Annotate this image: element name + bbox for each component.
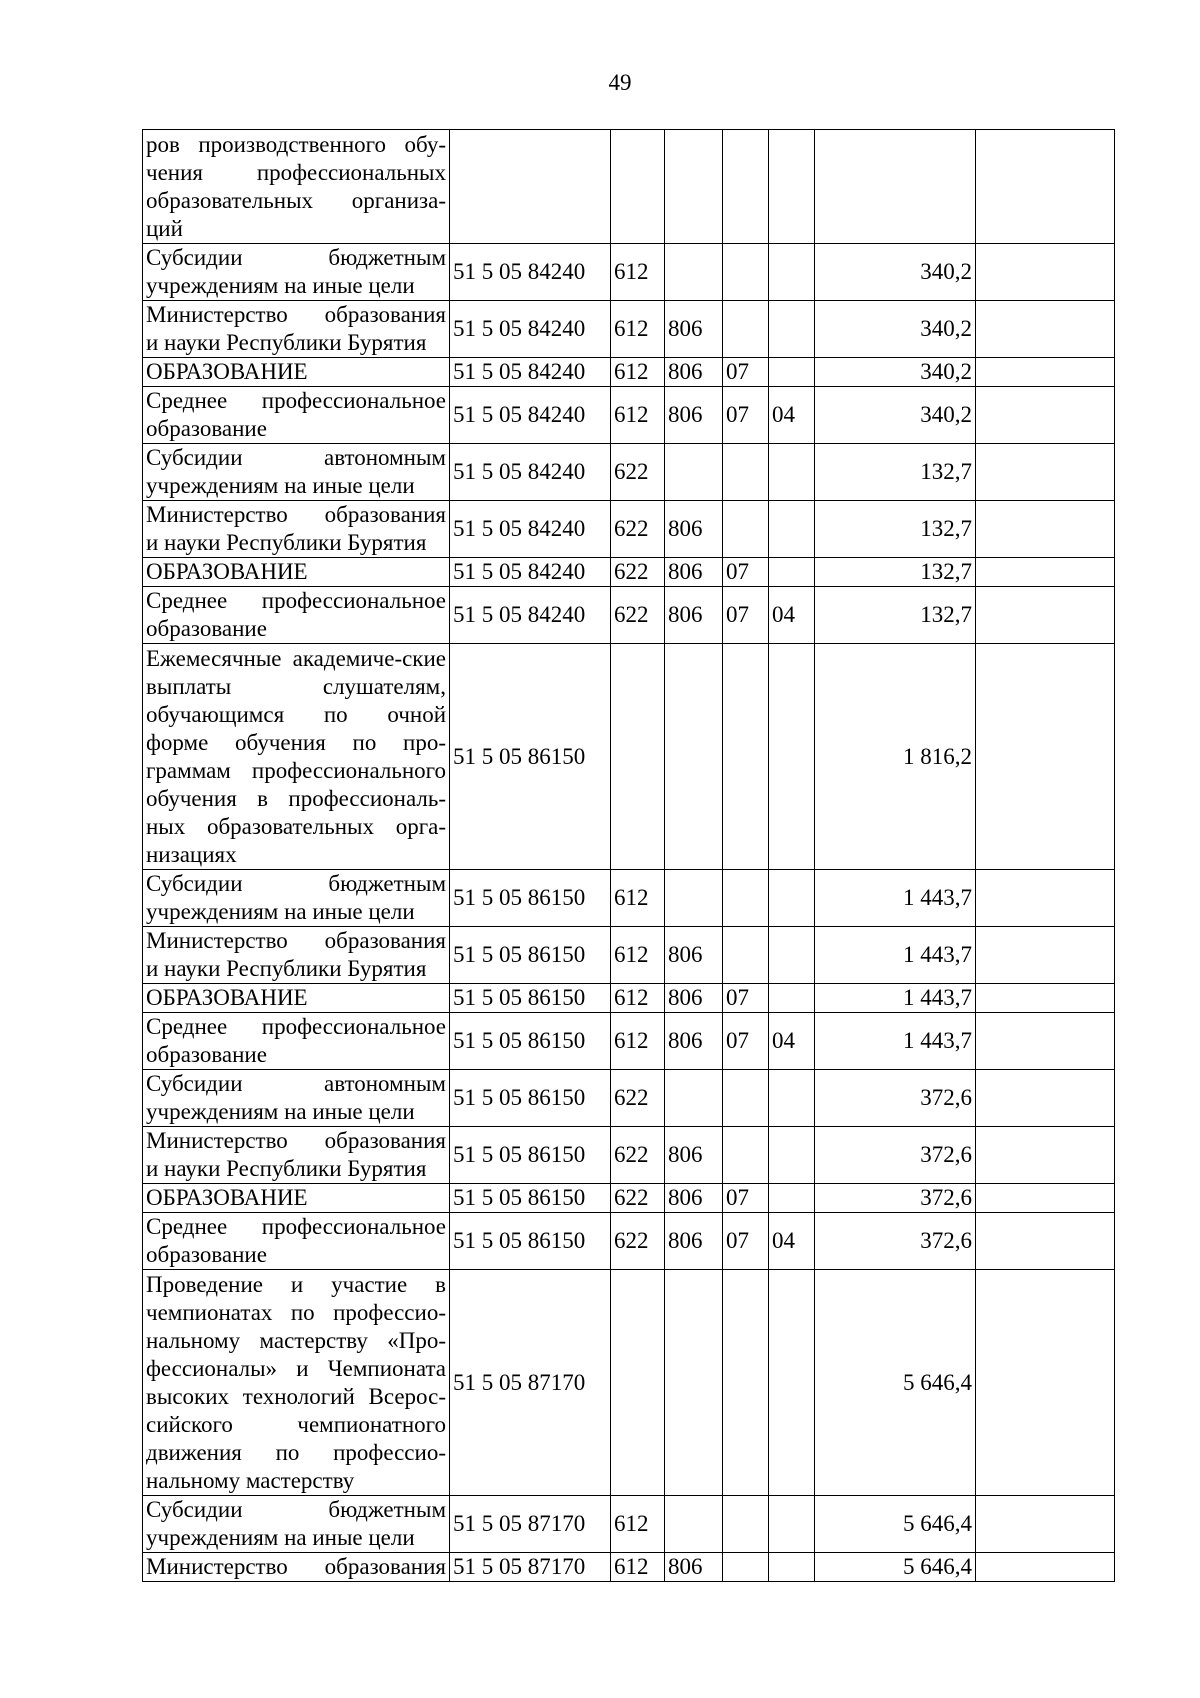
table-row <box>143 301 1115 358</box>
description-text: Министерство образования <box>146 502 446 527</box>
target-article-code: 51 5 05 86150 <box>450 1127 611 1184</box>
empty-cell <box>976 870 1115 927</box>
target-article-code: 51 5 05 84240 <box>450 244 611 301</box>
empty-cell <box>976 1013 1115 1070</box>
subsection-code <box>769 301 815 358</box>
expense-type: 622 <box>611 587 665 644</box>
empty-cell <box>976 244 1115 301</box>
target-article-code: 51 5 05 84240 <box>450 501 611 558</box>
row-description <box>143 587 450 644</box>
subsection-code <box>769 644 815 870</box>
table-row <box>143 1553 1115 1582</box>
empty-cell <box>976 927 1115 984</box>
description-text: Среднее профессиональное <box>146 388 446 413</box>
subsection-code <box>769 130 815 244</box>
empty-cell <box>976 358 1115 387</box>
row-description <box>143 1553 450 1582</box>
amount: 340,2 <box>815 301 976 358</box>
empty-cell <box>976 1070 1115 1127</box>
row-description <box>143 501 450 558</box>
expense-type: 622 <box>611 501 665 558</box>
table-row <box>143 244 1115 301</box>
section-code <box>723 927 769 984</box>
subsection-code <box>769 1496 815 1553</box>
ministry-code: 806 <box>665 927 723 984</box>
expense-type: 612 <box>611 301 665 358</box>
subsection-code <box>769 927 815 984</box>
subsection-code: 04 <box>769 1213 815 1270</box>
target-article-code: 51 5 05 86150 <box>450 644 611 870</box>
ministry-code <box>665 130 723 244</box>
empty-cell <box>976 1127 1115 1184</box>
target-article-code: 51 5 05 87170 <box>450 1553 611 1582</box>
description-text: Министерство образования <box>146 928 446 953</box>
section-code: 07 <box>723 387 769 444</box>
target-article-code: 51 5 05 86150 <box>450 1213 611 1270</box>
row-description <box>143 644 450 870</box>
amount: 132,7 <box>815 501 976 558</box>
description-text: Субсидии бюджетным <box>146 245 446 270</box>
description-last-line: низациях <box>146 841 237 867</box>
amount: 5 646,4 <box>815 1553 976 1582</box>
table-row <box>143 558 1115 587</box>
section-code <box>723 1070 769 1127</box>
target-article-code: 51 5 05 84240 <box>450 387 611 444</box>
table-row <box>143 130 1115 244</box>
empty-cell <box>976 387 1115 444</box>
expense-type: 622 <box>611 444 665 501</box>
empty-cell <box>976 644 1115 870</box>
empty-cell <box>976 1553 1115 1582</box>
table-row <box>143 444 1115 501</box>
ministry-code <box>665 644 723 870</box>
amount <box>815 130 976 244</box>
amount: 132,7 <box>815 558 976 587</box>
empty-cell <box>976 301 1115 358</box>
section-code: 07 <box>723 1013 769 1070</box>
ministry-code: 806 <box>665 558 723 587</box>
expense-type: 612 <box>611 1013 665 1070</box>
table-row <box>143 1270 1115 1496</box>
target-article-code: 51 5 05 84240 <box>450 301 611 358</box>
expense-type: 622 <box>611 1184 665 1213</box>
description-last-line: и науки Республики Бурятия <box>146 1156 427 1181</box>
description-text: Субсидии автономным <box>146 1071 446 1096</box>
table-row <box>143 870 1115 927</box>
row-description <box>143 387 450 444</box>
amount: 340,2 <box>815 244 976 301</box>
amount: 372,6 <box>815 1184 976 1213</box>
ministry-code: 806 <box>665 1127 723 1184</box>
description-text: ров производственного обу-чения профессиональных образовательных организа- <box>146 131 446 213</box>
description-text: Субсидии бюджетным <box>146 871 446 896</box>
target-article-code: 51 5 05 86150 <box>450 984 611 1013</box>
description-last-line: учреждениям на иные цели <box>146 273 415 298</box>
section-code: 07 <box>723 358 769 387</box>
ministry-code: 806 <box>665 1184 723 1213</box>
expense-type: 612 <box>611 927 665 984</box>
target-article-code: 51 5 05 87170 <box>450 1496 611 1553</box>
section-code <box>723 301 769 358</box>
subsection-code <box>769 558 815 587</box>
row-description <box>143 1496 450 1553</box>
table-row <box>143 1127 1115 1184</box>
amount: 132,7 <box>815 587 976 644</box>
row-description <box>143 1013 450 1070</box>
amount: 340,2 <box>815 358 976 387</box>
row-description <box>143 1070 450 1127</box>
empty-cell <box>976 587 1115 644</box>
amount: 132,7 <box>815 444 976 501</box>
section-code <box>723 501 769 558</box>
section-code <box>723 1553 769 1582</box>
empty-cell <box>976 558 1115 587</box>
expense-type <box>611 644 665 870</box>
subsection-code <box>769 1553 815 1582</box>
row-description <box>143 444 450 501</box>
amount: 372,6 <box>815 1213 976 1270</box>
expense-type: 612 <box>611 244 665 301</box>
subsection-code <box>769 358 815 387</box>
target-article-code: 51 5 05 86150 <box>450 870 611 927</box>
row-description <box>143 870 450 927</box>
empty-cell <box>976 130 1115 244</box>
target-article-code: 51 5 05 87170 <box>450 1270 611 1496</box>
description-last-line: образование <box>146 416 267 441</box>
section-code <box>723 244 769 301</box>
section-code: 07 <box>723 587 769 644</box>
row-description <box>143 244 450 301</box>
empty-cell <box>976 444 1115 501</box>
description-last-line: и науки Республики Бурятия <box>146 530 427 555</box>
row-description <box>143 1213 450 1270</box>
page-number: 49 <box>608 70 632 95</box>
amount: 5 646,4 <box>815 1270 976 1496</box>
expense-type <box>611 130 665 244</box>
table-row <box>143 1184 1115 1213</box>
table-row <box>143 644 1115 870</box>
description-last-line: ОБРАЗОВАНИЕ <box>146 985 308 1010</box>
expense-type: 622 <box>611 1070 665 1127</box>
section-code <box>723 1496 769 1553</box>
expense-type: 612 <box>611 358 665 387</box>
ministry-code: 806 <box>665 358 723 387</box>
target-article-code: 51 5 05 84240 <box>450 587 611 644</box>
target-article-code: 51 5 05 84240 <box>450 558 611 587</box>
amount: 340,2 <box>815 387 976 444</box>
expense-type: 612 <box>611 387 665 444</box>
section-code <box>723 444 769 501</box>
expense-type: 622 <box>611 1213 665 1270</box>
description-text: Проведение и участие в чемпионатах по профессио-нальному мастерству «Про-фессионалы» и Чемпионата высоких технологий Всерос-сийского чемпионатного движения по профессио- <box>146 1271 446 1465</box>
description-last-line: ций <box>146 215 183 241</box>
description-last-line: ОБРАЗОВАНИЕ <box>146 1185 308 1210</box>
row-description <box>143 1270 450 1496</box>
table-row <box>143 501 1115 558</box>
description-text: Среднее профессиональное <box>146 1214 446 1239</box>
expense-type: 612 <box>611 870 665 927</box>
description-text: Ежемесячные академиче-ские выплаты слушателям, обучающимся по очной форме обучения по про-граммам профессионального обучения в профессиональ-ных образовательных орга- <box>146 645 446 839</box>
budget-table <box>142 129 1115 1582</box>
ministry-code <box>665 1270 723 1496</box>
row-description <box>143 301 450 358</box>
row-description <box>143 927 450 984</box>
table-row <box>143 984 1115 1013</box>
amount: 1 443,7 <box>815 870 976 927</box>
expense-type: 612 <box>611 1496 665 1553</box>
ministry-code: 806 <box>665 984 723 1013</box>
section-code: 07 <box>723 984 769 1013</box>
description-last-line: образование <box>146 1242 267 1267</box>
subsection-code <box>769 1127 815 1184</box>
description-text: Министерство образования <box>146 302 446 327</box>
section-code: 07 <box>723 1213 769 1270</box>
ministry-code: 806 <box>665 1553 723 1582</box>
description-last-line: образование <box>146 616 267 641</box>
section-code <box>723 644 769 870</box>
subsection-code: 04 <box>769 387 815 444</box>
subsection-code <box>769 984 815 1013</box>
table-row <box>143 587 1115 644</box>
ministry-code: 806 <box>665 501 723 558</box>
table-row <box>143 1496 1115 1553</box>
description-text: Субсидии автономным <box>146 445 446 470</box>
table-row <box>143 1213 1115 1270</box>
subsection-code <box>769 1270 815 1496</box>
subsection-code: 04 <box>769 587 815 644</box>
empty-cell <box>976 501 1115 558</box>
target-article-code: 51 5 05 86150 <box>450 1070 611 1127</box>
target-article-code: 51 5 05 84240 <box>450 358 611 387</box>
table-row <box>143 927 1115 984</box>
row-description <box>143 358 450 387</box>
subsection-code: 04 <box>769 1013 815 1070</box>
description-last-line: учреждениям на иные цели <box>146 899 415 924</box>
ministry-code <box>665 244 723 301</box>
target-article-code: 51 5 05 86150 <box>450 1013 611 1070</box>
description-text: Субсидии бюджетным <box>146 1497 446 1522</box>
empty-cell <box>976 984 1115 1013</box>
description-last-line: образование <box>146 1042 267 1067</box>
ministry-code: 806 <box>665 1213 723 1270</box>
target-article-code: 51 5 05 86150 <box>450 927 611 984</box>
section-code <box>723 130 769 244</box>
ministry-code <box>665 1070 723 1127</box>
ministry-code: 806 <box>665 387 723 444</box>
subsection-code <box>769 244 815 301</box>
table-row <box>143 358 1115 387</box>
empty-cell <box>976 1496 1115 1553</box>
target-article-code <box>450 130 611 244</box>
description-last-line: учреждениям на иные цели <box>146 1099 415 1124</box>
description-last-line: ОБРАЗОВАНИЕ <box>146 359 308 384</box>
expense-type <box>611 1270 665 1496</box>
ministry-code: 806 <box>665 587 723 644</box>
amount: 372,6 <box>815 1070 976 1127</box>
table-row <box>143 387 1115 444</box>
ministry-code <box>665 870 723 927</box>
row-description <box>143 1184 450 1213</box>
description-last-line: и науки Республики Бурятия <box>146 956 427 981</box>
row-description <box>143 130 450 244</box>
amount: 1 443,7 <box>815 984 976 1013</box>
table-row <box>143 1013 1115 1070</box>
description-text: Среднее профессиональное <box>146 588 446 613</box>
section-code: 07 <box>723 1184 769 1213</box>
table-body <box>143 130 1115 1582</box>
ministry-code <box>665 1496 723 1553</box>
description-last-line: нальному мастерству <box>146 1467 355 1493</box>
expense-type: 612 <box>611 1553 665 1582</box>
description-text: Министерство образования <box>146 1554 446 1579</box>
target-article-code: 51 5 05 84240 <box>450 444 611 501</box>
expense-type: 612 <box>611 984 665 1013</box>
description-last-line: учреждениям на иные цели <box>146 473 415 498</box>
ministry-code: 806 <box>665 301 723 358</box>
subsection-code <box>769 444 815 501</box>
amount: 1 816,2 <box>815 644 976 870</box>
description-text: Министерство образования <box>146 1128 446 1153</box>
amount: 372,6 <box>815 1127 976 1184</box>
table-row <box>143 1070 1115 1127</box>
subsection-code <box>769 501 815 558</box>
target-article-code: 51 5 05 86150 <box>450 1184 611 1213</box>
description-last-line: и науки Республики Бурятия <box>146 330 427 355</box>
subsection-code <box>769 870 815 927</box>
subsection-code <box>769 1070 815 1127</box>
description-text: Среднее профессиональное <box>146 1014 446 1039</box>
amount: 1 443,7 <box>815 927 976 984</box>
description-last-line: учреждениям на иные цели <box>146 1525 415 1550</box>
empty-cell <box>976 1213 1115 1270</box>
section-code: 07 <box>723 558 769 587</box>
expense-type: 622 <box>611 1127 665 1184</box>
section-code <box>723 1127 769 1184</box>
amount: 1 443,7 <box>815 1013 976 1070</box>
row-description <box>143 1127 450 1184</box>
description-last-line: ОБРАЗОВАНИЕ <box>146 559 308 584</box>
row-description <box>143 984 450 1013</box>
expense-type: 622 <box>611 558 665 587</box>
empty-cell <box>976 1184 1115 1213</box>
subsection-code <box>769 1184 815 1213</box>
section-code <box>723 1270 769 1496</box>
ministry-code: 806 <box>665 1013 723 1070</box>
row-description <box>143 558 450 587</box>
section-code <box>723 870 769 927</box>
empty-cell <box>976 1270 1115 1496</box>
ministry-code <box>665 444 723 501</box>
amount: 5 646,4 <box>815 1496 976 1553</box>
